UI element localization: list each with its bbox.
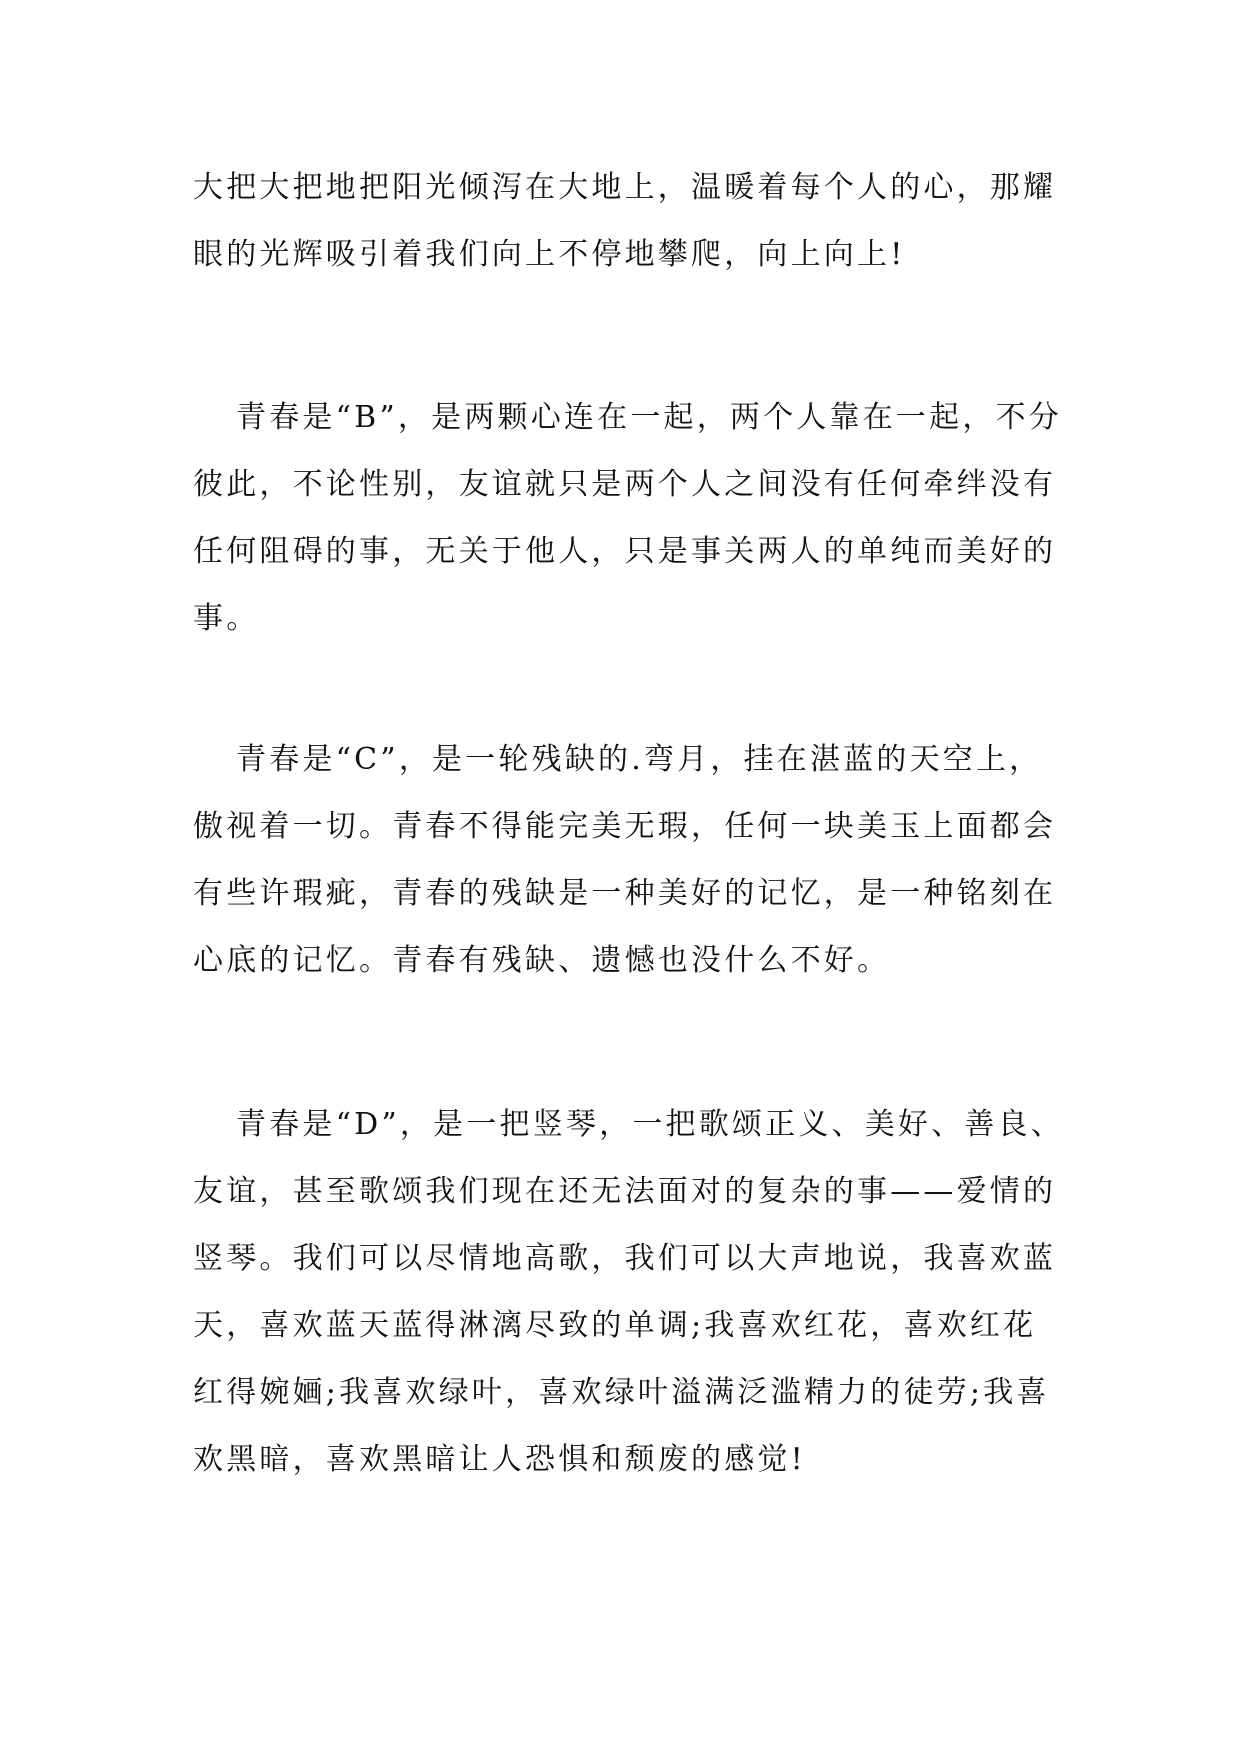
paragraph-2 — [193, 384, 1083, 652]
paragraph-1 — [193, 154, 1083, 288]
paragraph-3 — [193, 726, 1083, 994]
paragraph-line: 有些许瑕疵，青春的残缺是一种美好的记忆，是一种铭刻在 — [193, 876, 1057, 911]
paragraph-4 — [193, 1091, 1083, 1493]
paragraph-line: 天，喜欢蓝天蓝得淋漓尽致的单调;我喜欢红花，喜欢红花 — [193, 1308, 1037, 1343]
paragraph-line: 竖琴。我们可以尽情地高歌，我们可以大声地说，我喜欢蓝 — [193, 1241, 1057, 1276]
paragraph-line: 青春是“B”，是两颗心连在一起，两个人靠在一起，不分 — [236, 400, 1062, 435]
paragraph-line: 青春是“C”，是一轮残缺的.弯月，挂在湛蓝的天空上， — [236, 742, 1043, 777]
paragraph-line: 友谊，甚至歌颂我们现在还无法面对的复杂的事——爱情的 — [193, 1174, 1057, 1209]
paragraph-line: 傲视着一切。青春不得能完美无瑕，任何一块美玉上面都会 — [193, 809, 1057, 844]
paragraph-line: 大把大把地把阳光倾泻在大地上，温暖着每个人的心，那耀 — [193, 170, 1057, 205]
paragraph-line: 事。 — [193, 601, 260, 636]
paragraph-line: 任何阻碍的事，无关于他人，只是事关两人的单纯而美好的 — [193, 534, 1057, 569]
paragraph-line: 欢黑暗，喜欢黑暗让人恐惧和颓废的感觉! — [193, 1442, 806, 1477]
paragraph-line: 红得婉婳;我喜欢绿叶，喜欢绿叶溢满泛滥精力的徒劳;我喜 — [193, 1375, 1050, 1410]
paragraph-line: 彼此，不论性别，友谊就只是两个人之间没有任何牵绊没有 — [193, 467, 1057, 502]
paragraph-line: 眼的光辉吸引着我们向上不停地攀爬，向上向上! — [193, 237, 906, 272]
paragraph-line: 青春是“D”，是一把竖琴，一把歌颂正义、美好、善良、 — [236, 1107, 1064, 1142]
paragraph-line: 心底的记忆。青春有残缺、遗憾也没什么不好。 — [193, 943, 891, 978]
